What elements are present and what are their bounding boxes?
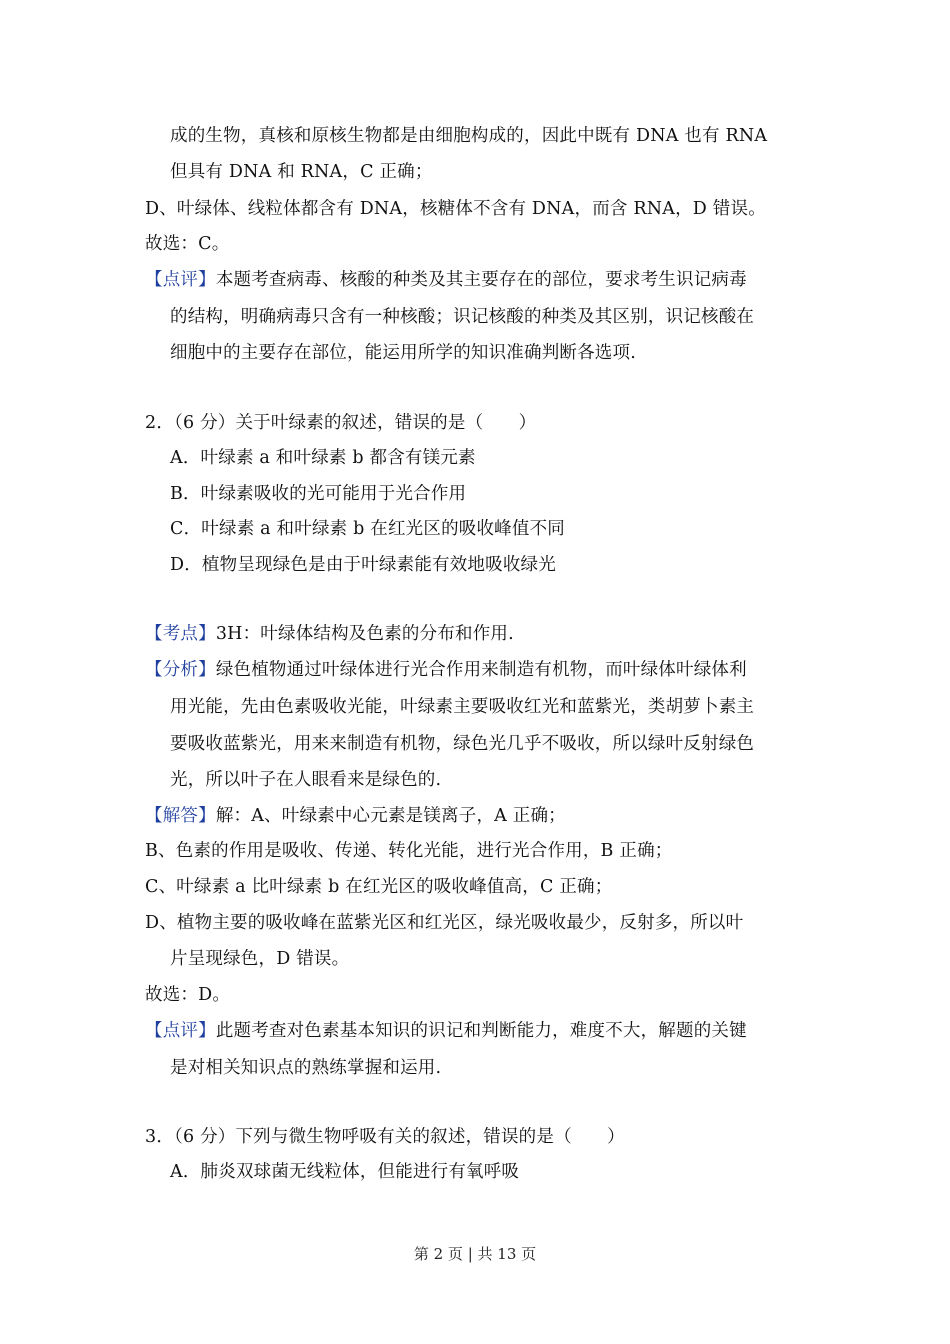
question-title: 2．（6 分）关于叶绿素的叙述，错误的是（ ） bbox=[145, 413, 537, 433]
text-line: 细胞中的主要存在部位，能运用所学的知识准确判断各选项. bbox=[170, 343, 636, 363]
text-line: 但具有 DNA 和 RNA，C 正确； bbox=[170, 162, 433, 182]
text-line: D、植物主要的吸收峰在蓝紫光区和红光区，绿光吸收最少，反射多，所以叶 bbox=[145, 913, 744, 933]
section-tag: 【考点】 bbox=[145, 624, 216, 644]
text-line: 故选：D。 bbox=[145, 985, 231, 1005]
text-line: B、色素的作用是吸收、传递、转化光能，进行光合作用，B 正确； bbox=[145, 841, 673, 861]
comment-line: 【点评】本题考查病毒、核酸的种类及其主要存在的部位，要求考生识记病毒 bbox=[145, 270, 747, 290]
answer-line: 【解答】解：A、叶绿素中心元素是镁离子，A 正确； bbox=[145, 806, 566, 826]
text-line: D、叶绿体、线粒体都含有 DNA，核糖体不含有 DNA，而含 RNA，D 错误。 bbox=[145, 199, 766, 219]
section-tag: 【点评】 bbox=[145, 1021, 216, 1041]
analysis-line: 【分析】绿色植物通过叶绿体进行光合作用来制造有机物，而叶绿体叶绿体利 bbox=[145, 660, 747, 680]
page-footer: 第 2 页 | 共 13 页 bbox=[413, 1245, 537, 1263]
text-line: C、叶绿素 a 比叶绿素 b 在红光区的吸收峰值高，C 正确； bbox=[145, 877, 613, 897]
section-tag: 【解答】 bbox=[145, 806, 216, 826]
option-a: A．肺炎双球菌无线粒体，但能进行有氧呼吸 bbox=[170, 1162, 520, 1182]
text-line: 的结构，明确病毒只含有一种核酸；识记核酸的种类及其区别，识记核酸在 bbox=[170, 307, 755, 327]
text-line: 是对相关知识点的熟练掌握和运用. bbox=[170, 1058, 442, 1078]
text-line: 成的生物，真核和原核生物都是由细胞构成的，因此中既有 DNA 也有 RNA bbox=[170, 126, 768, 146]
option-c: C．叶绿素 a 和叶绿素 b 在红光区的吸收峰值不同 bbox=[170, 519, 565, 539]
option-a: A．叶绿素 a 和叶绿素 b 都含有镁元素 bbox=[170, 448, 476, 468]
option-b: B．叶绿素吸收的光可能用于光合作用 bbox=[170, 484, 467, 504]
option-d: D．植物呈现绿色是由于叶绿素能有效地吸收绿光 bbox=[170, 555, 556, 575]
comment-line: 【点评】此题考查对色素基本知识的识记和判断能力，难度不大，解题的关键 bbox=[145, 1021, 747, 1041]
text-line: 故选：C。 bbox=[145, 234, 230, 254]
text-line: 光，所以叶子在人眼看来是绿色的. bbox=[170, 770, 442, 790]
text-line: 要吸收蓝紫光，用来来制造有机物，绿色光几乎不吸收，所以绿叶反射绿色 bbox=[170, 734, 755, 754]
section-tag: 【点评】 bbox=[145, 270, 216, 290]
section-tag: 【分析】 bbox=[145, 660, 216, 680]
question-title: 3．（6 分）下列与微生物呼吸有关的叙述，错误的是（ ） bbox=[145, 1127, 625, 1147]
text-line: 片呈现绿色，D 错误。 bbox=[170, 949, 350, 969]
text-line: 用光能，先由色素吸收光能，叶绿素主要吸收红光和蓝紫光，类胡萝卜素主 bbox=[170, 697, 755, 717]
topic-line: 【考点】3H：叶绿体结构及色素的分布和作用. bbox=[145, 624, 514, 644]
